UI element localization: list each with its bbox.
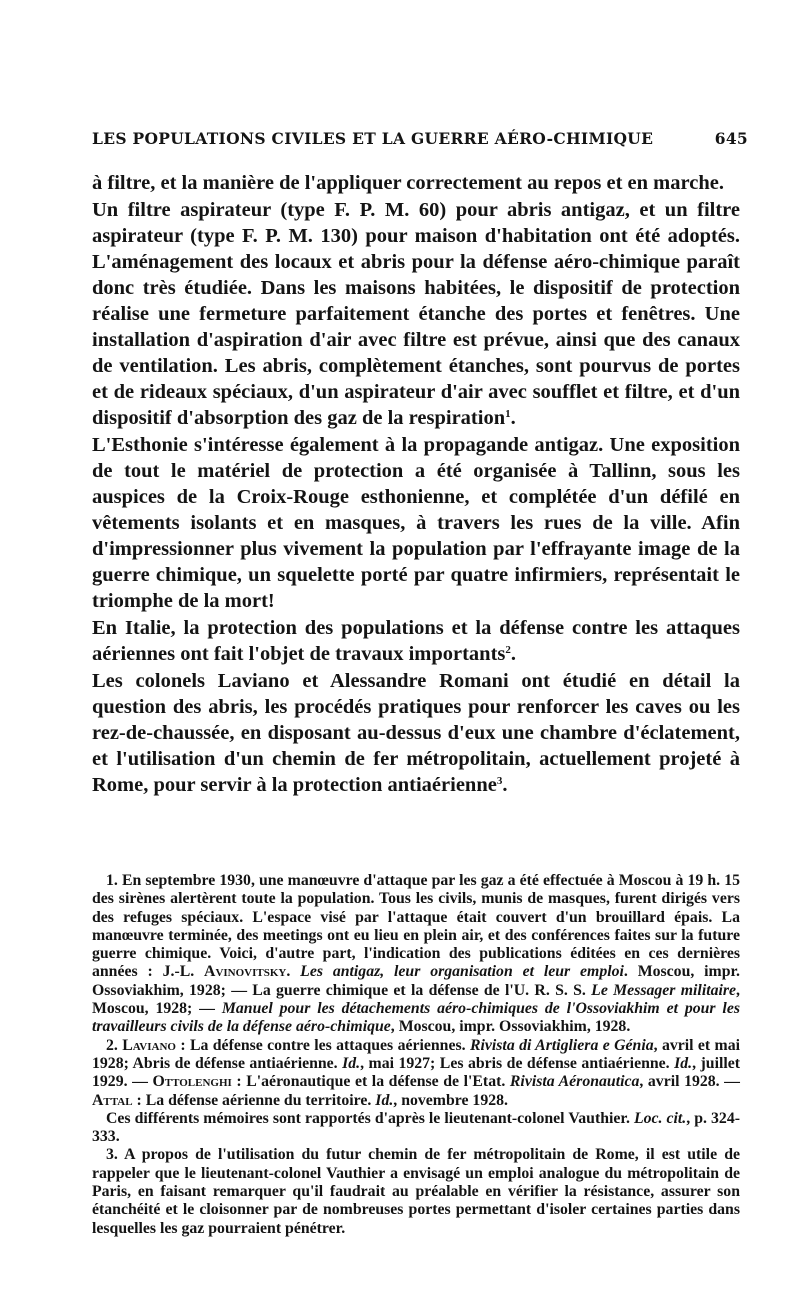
fn3-text: 3. A propos de l'utilisation du futur chemin de fer métropolitain de Rome, il est utile de rappeler que le lieutenant-colonel Vauthier a envisagé un emploi analogue du métropolitain de Paris, en faisant remarquer qu'il faudrait au préalable en vérifier la résistance, assurer son étanchéité et le cloisonner par de nombreuses portes permettant d'isoler certaines parties dans lesquelles les gaz pourraient pénétrer.	[92, 1146, 740, 1237]
paragraph-5-text: Les colonels Laviano et Alessandre Romani ont étudié en détail la question des abris, les procédés pratiques pour renforcer les caves ou les rez-de-chaussée, en disposant au-dessus d'eux une chambre d'éclatement, et l'utilisation d'un chemin de fer métropolitain, actuellement projeté à Rome, pour servir à la protection antiaérienne	[92, 670, 740, 796]
fn1-title-2: Le Messager militaire	[591, 981, 737, 999]
fn2-title-3: Id.	[674, 1054, 693, 1072]
fn1-text-d: , Moscou, 1928; —	[92, 981, 740, 1018]
fn2-text-a: : La défense contre les attaques aériennes.	[175, 1036, 470, 1054]
fn2-title-1: Rivista di Artigliera e Génia	[469, 1036, 654, 1054]
footnote-ref-3[interactable]: 3	[496, 775, 503, 787]
fn2-text-g: : La défense aérienne du territoire.	[132, 1091, 376, 1109]
fn1-text-c: . Moscou, impr. Ossoviakhim, 1928; — La guerre chimique et la défense de l'U. R. S. S.	[92, 963, 740, 999]
running-header	[92, 129, 748, 148]
fn2-text-d: , juillet 1929. —	[92, 1054, 741, 1091]
paragraph-3	[92, 432, 740, 614]
footnote-1	[92, 872, 740, 1037]
fn2-cont-a: Ces différents mémoires sont rapportés d'après le lieutenant-colonel Vauthier.	[106, 1109, 634, 1127]
footnote-ref-1[interactable]: 1	[505, 408, 511, 420]
paragraph-4-text: En Italie, la protection des populations et la défense contre les attaques aériennes ont fait l'objet de travaux importants	[92, 617, 740, 665]
paragraph-1	[92, 170, 740, 196]
fn2-cont-b: , p. 324-333.	[92, 1109, 740, 1146]
paragraph-2: Un filtre aspirateur (type F. P. M. 60) pour abris antigaz, et un filtre aspirateur (type F. P. M. 130) pour maison d'habitation ont été adoptés. L'aménagement des locaux et abris pour la défense aéro-chimique paraît donc très étudiée. Dans les maisons habitées, le dispositif de protection réalise une fermeture parfaitement étanche des portes et fenêtres. Une installation d'aspiration d'air avec filtre est prévue, ainsi que des canaux de ventilation. Les abris, complètement étanches, sont pourvus de portes et de rideaux spéciaux, d'un aspirateur d'air avec soufflet et filtre, et d'un dispositif d'absorption des gaz de la respiration$^1$.	[92, 199, 740, 429]
fn1-title-3: Manuel pour les détachements aéro-chimiques de l'Ossoviakhim et pour les travailleurs civils de la défense aéro-chimique	[92, 1000, 740, 1036]
fn2-text-b: , avril et mai 1928; Abris de défense antiaérienne.	[92, 1036, 741, 1072]
fn2-title-2: Id.	[342, 1054, 361, 1072]
paragraph-4: En Italie, la protection des populations et la défense contre les attaques aériennes ont fait l'objet de travaux importants$^2$.	[92, 617, 740, 665]
fn2-text-e: : L'aéronautique et la défense de l'Etat.	[231, 1073, 510, 1091]
paragraph-1-text: à filtre, et la manière de l'appliquer correctement au repos et en marche.	[92, 172, 724, 194]
fn1-title-1: Les antigaz, leur organisation et leur emploi	[300, 963, 624, 981]
fn2-text-h: , novembre 1928.	[393, 1091, 508, 1109]
running-title: LES POPULATIONS CIVILES ET LA GUERRE AÉRO-CHIMIQUE	[92, 129, 654, 148]
fn1-text-e: , Moscou, impr. Ossoviakhim, 1928.	[390, 1018, 631, 1036]
footnote-ref-2[interactable]: 2	[505, 644, 511, 656]
fn2-author-1: 2. Laviano	[106, 1036, 176, 1054]
fn2-title-5: Id.	[375, 1091, 394, 1109]
paragraph-2-text: Un filtre aspirateur (type F. P. M. 60) pour abris antigaz, et un filtre aspirateur (type F. P. M. 130) pour maison d'habitation ont été adoptés. L'aménagement des locaux et abris pour la défense aéro-chimique paraît donc très étudiée. Dans les maisons habitées, le dispositif de protection réalise une fermeture parfaitement étanche des portes et fenêtres. Une installation d'aspiration d'air avec filtre est prévue, ainsi que des canaux de ventilation. Les abris, complètement étanches, sont pourvus de portes et de rideaux spéciaux, d'un aspirateur d'air avec soufflet et filtre, et d'un dispositif d'absorption des gaz de la respiration	[92, 199, 740, 429]
fn2-cont-title: Loc. cit.	[633, 1109, 687, 1127]
fn2-author-3: Attal	[92, 1091, 133, 1109]
fn1-text-a: 1. En septembre 1930, une manœuvre d'attaque par les gaz a été effectuée à Moscou à 19 h. 15 des sirènes alertèrent toute la population. Tous les civils, munis de masques, furent dirigés vers des refuges spéciaux. L'espace visé par l'attaque était couvert d'un brouillard épais. La manœuvre terminée, des meetings ont eu lieu en plein air, et des conférences faites sur la future guerre chimique. Voici, d'autre part, l'indication des publications éditées en ces dernières années : J.-L.	[92, 872, 740, 981]
fn1-author: Avinovitsky	[204, 963, 287, 981]
main-text	[92, 170, 740, 798]
fn2-title-4: Rivista Aéronautica	[509, 1073, 640, 1091]
footnote-2-continuation	[92, 1110, 740, 1147]
fn2-text-c: , mai 1927; Les abris de défense antiaérienne.	[360, 1054, 675, 1072]
fn2-text-f: , avril 1928. —	[639, 1073, 740, 1091]
paragraph-5: Les colonels Laviano et Alessandre Romani ont étudié en détail la question des abris, les procédés pratiques pour renforcer les caves ou les rez-de-chaussée, en disposant au-dessus d'eux une chambre d'éclatement, et l'utilisation d'un chemin de fer métropolitain, actuellement projeté à Rome, pour servir à la protection antiaérienne$^3$.	[92, 670, 740, 796]
page-number: 645	[714, 129, 748, 148]
footnotes	[92, 872, 740, 1238]
fn2-author-2: Ottolenghi	[152, 1073, 232, 1091]
paragraph-3-text: L'Esthonie s'intéresse également à la propagande antigaz. Une exposition de tout le matériel de protection a été organisée à Tallinn, sous les auspices de la Croix-Rouge esthonienne, et complétée d'un défilé en vêtements isolants et en masques, à travers les rues de la ville. Afin d'impressionner plus vivement la population par l'effrayante image de la guerre chimique, un squelette porté par quatre infirmiers, représentait le triomphe de la mort!	[92, 434, 740, 612]
footnote-3	[92, 1146, 740, 1237]
footnote-2	[92, 1037, 740, 1110]
fn1-text-b: .	[286, 963, 301, 981]
